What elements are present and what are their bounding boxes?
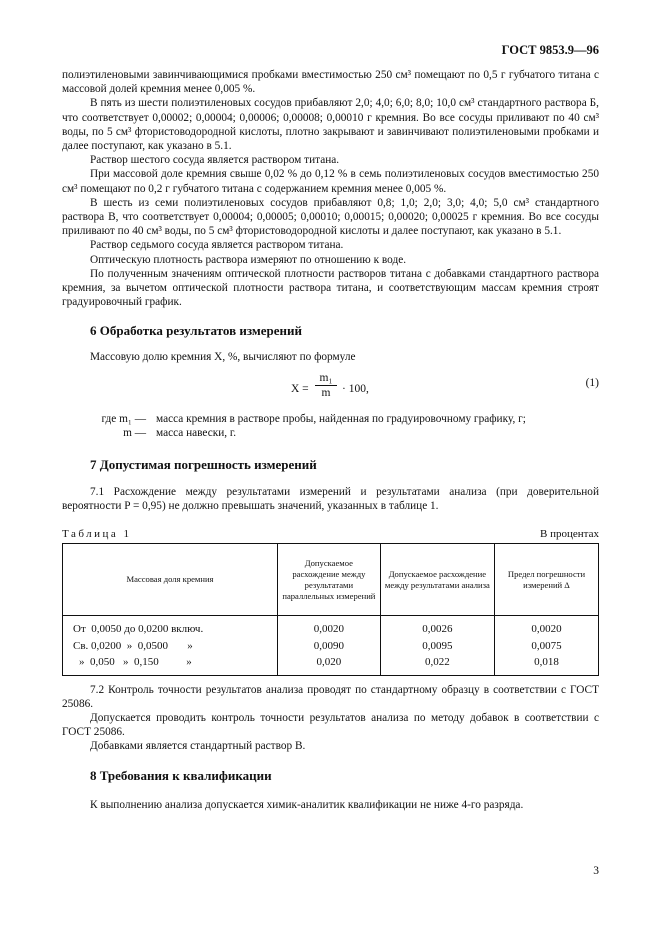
document-code: ГОСТ 9853.9—96 — [501, 43, 599, 57]
paragraph: В пять из шести полиэтиленовых сосудов прибавляют 2,0; 4,0; 6,0; 8,0; 10,0 см³ стандартного раствора Б, что соответствует 0,00002; 0,00004; 0,00006; 0,00008; 0,00010 г кремния. Во все сосуды приливают по 40 см³ воды, по 5 см³ фтористоводородной кислоты, плотно закрывают и завинчивают полиэтиленовыми пробками и далее поступают, как указано в 5.1. — [62, 97, 599, 153]
table-caption — [62, 528, 599, 540]
table-title: Таблица 1 — [62, 528, 132, 540]
where-item — [62, 426, 526, 440]
page-number: 3 — [593, 865, 599, 877]
table-cell: От 0,0050 до 0,0200 включ. — [73, 623, 204, 635]
formula-lhs: X = — [291, 383, 309, 395]
method-text — [62, 68, 599, 309]
qualification-text: К выполнению анализа допускается химик-аналитик квалификации не ниже 4-го разряда. — [90, 799, 524, 811]
paragraph: В шесть из семи полиэтиленовых сосудов прибавляют 0,8; 1,0; 2,0; 3,0; 4,0; 5,0 см³ стандартного раствора В, что соответствует 0,00004; 0,00005; 0,00010; 0,00015; 0,00020; 0,00025 г кремния. Во все сосуды приливают по 40 см³ воды, по 5 см³ фтористоводородной кислоты и далее поступают, как указано в 5.1. — [62, 196, 599, 238]
silicon-range-cell — [63, 616, 278, 676]
paragraph: По полученным значениям оптической плотности растворов титана с добавками стандартного раствора кремния, за вычетом оптической плотности раствора титана, и соответствующим массам кремния строят градуировочный график. — [62, 267, 599, 309]
paragraph-7-2-solution: Добавками является стандартный раствор В. — [90, 740, 306, 752]
table-cell: 0,0026 — [422, 623, 453, 635]
formula — [0, 372, 661, 408]
where-description: масса кремния в растворе пробы, найденная по градуировочному графику, г; — [156, 413, 526, 425]
paragraph-7-1: 7.1 Расхождение между результатами измерений и результатами анализа (при доверительной вероятности P = 0,95) не должно превышать значений, указанных в таблице 1. — [62, 486, 599, 513]
column-header: Допускаемое расхождение между результатами параллельных измерений — [277, 544, 380, 616]
error-limit-cell — [494, 616, 598, 676]
section-7-heading: 7 Допустимая погрешность измерений — [90, 457, 317, 472]
section-8-heading: 8 Требования к квалификации — [90, 768, 272, 783]
paragraph: Раствор седьмого сосуда является раствором титана. — [90, 239, 344, 252]
table-cell: 0,018 — [534, 656, 559, 668]
column-header: Массовая доля кремния — [63, 544, 278, 616]
table-cell: 0,0095 — [422, 639, 453, 652]
table-cell: » 0,050 » 0,150 » — [79, 656, 192, 668]
table-cell: Св. 0,0200 » 0,0500 » — [73, 639, 193, 652]
where-symbol — [62, 412, 150, 426]
analysis-tolerance-cell — [380, 616, 494, 676]
table-cell: 0,0075 — [531, 639, 562, 652]
where-item — [62, 412, 526, 426]
where-label: где — [101, 413, 117, 425]
where-symbol: m — — [123, 427, 146, 440]
parallel-tolerance-cell — [277, 616, 380, 676]
section-6-heading: 6 Обработка результатов измерений — [90, 323, 302, 338]
table-cell: 0,0090 — [313, 639, 344, 652]
paragraph: Оптическую плотность раствора измеряют по отношению к воде. — [90, 253, 407, 266]
formula-intro: Массовую долю кремния X, %, вычисляют по формуле — [90, 351, 356, 363]
table-row — [63, 616, 599, 676]
paragraph-7-2: 7.2 Контроль точности результатов анализа проводят по стандартному образцу в соответствии с ГОСТ 25086. — [62, 684, 599, 711]
table-cell: 0,0020 — [531, 623, 562, 635]
paragraph-7-2-additions: Допускается проводить контроль точности результатов анализа по методу добавок в соответствии с ГОСТ 25086. — [62, 712, 599, 739]
paragraph: При массовой доле кремния свыше 0,02 % до 0,12 % в семь полиэтиленовых сосудов вместимостью 250 см³ помещают по 0,2 г губчатого титана с содержанием кремния менее 0,005 %. — [62, 168, 599, 195]
table-cell: 0,022 — [425, 656, 450, 668]
paragraph: полиэтиленовыми завинчивающимися пробками вместимостью 250 см³ помещают по 0,5 г губчатого титана с массовой долей кремния менее 0,005 %. — [62, 69, 599, 96]
formula-number: (1) — [585, 377, 599, 389]
where-description: масса навески, г. — [156, 427, 237, 440]
table-cell: 0,0020 — [313, 623, 344, 635]
table-header-row — [63, 544, 599, 616]
where-list — [62, 412, 526, 440]
where-symbol-text: m₁ — — [119, 413, 146, 425]
column-header: Допускаемое расхождение между результатами анализа — [380, 544, 494, 616]
formula-fraction — [315, 372, 337, 399]
formula-denominator: m — [321, 387, 331, 399]
tolerance-table — [62, 543, 599, 676]
formula-numerator: m₁ — [315, 372, 337, 386]
formula-rest: · 100, — [342, 383, 369, 395]
paragraph: Раствор шестого сосуда является раствором титана. — [90, 154, 340, 167]
table-cell: 0,020 — [316, 656, 342, 668]
table-units: В процентах — [540, 528, 599, 540]
column-header: Предел погрешности измерений Δ — [494, 544, 598, 616]
